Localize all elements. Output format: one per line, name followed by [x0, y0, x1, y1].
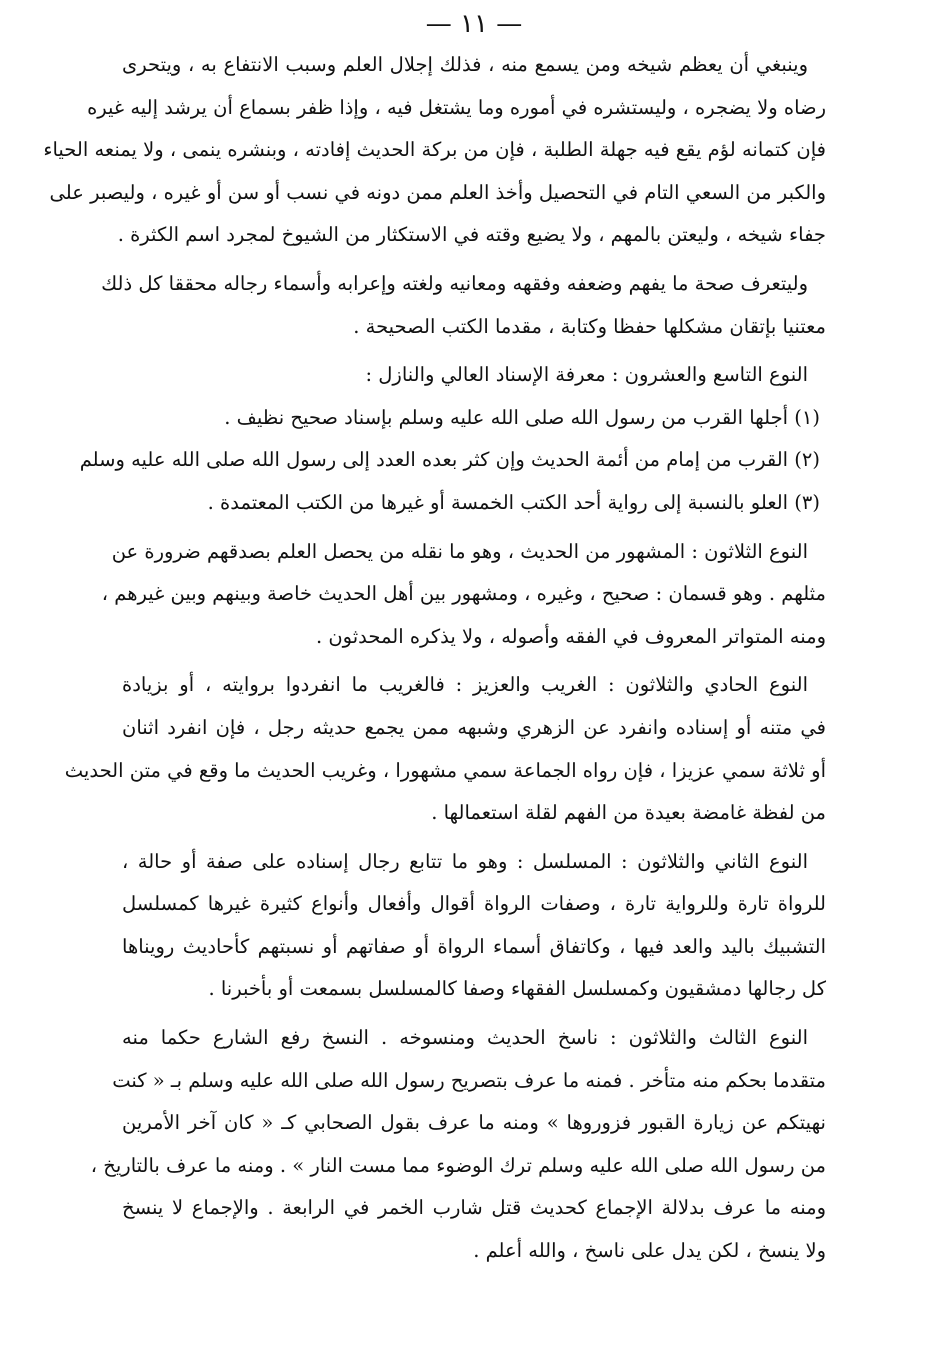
- section-type-32: [122, 841, 826, 1011]
- text-line: معتنيا بإتقان مشكلها حفظا وكتابة ، مقدما الكتب الصحيحة .: [353, 314, 826, 338]
- text-line: ومنه المتواتر المعروف في الفقه وأصوله ، ولا يذكره المحدثون .: [315, 624, 826, 648]
- text-line: التشبيك باليد والعد فيها ، وكاتفاق أسماء الرواة أو صفاتهم أو نسبتهم كأحاديث رويناها: [122, 934, 826, 958]
- section-type-29: [79, 354, 826, 524]
- page-body: [43, 44, 826, 1273]
- text-line: متقدما بحكم منه متأخر . فمنه ما عرف بتصريح رسول الله صلى الله عليه وسلم بـ « كنت: [112, 1068, 826, 1092]
- text-line: فإن كتمانه لؤم يقع فيه جهلة الطلبة ، فإن من بركة الحديث إفادته ، وبنشره ينمى ، ولا يمنعه الحياء: [43, 138, 826, 162]
- paragraph-teacher-respect: [43, 44, 826, 257]
- page-number: — ١١ —: [425, 9, 523, 39]
- text-line: في متنه أو إسناده وانفرد عن الزهري وشبهه ممن يجمع حديثه رجل ، فإن انفرد اثنان: [122, 715, 826, 739]
- text-line: كل رجالها دمشقيون وكمسلسل الفقهاء وصفا كالمسلسل بسمعت أو بأخبرنا .: [208, 977, 826, 1001]
- text-line: رضاه ولا يضجره ، وليستشره في أموره وما يشتغل فيه ، وإذا ظفر بسماع أن يرشد إليه غيره: [87, 95, 826, 119]
- text-line: والكبر من السعي التام في التحصيل وأخذ العلم ممن دونه في نسب أو سن أو غيره ، وليصبر على: [49, 180, 826, 204]
- list-item: (١) أجلها القرب من رسول الله صلى الله عليه وسلم بإسناد صحيح نظيف .: [224, 405, 820, 429]
- paragraph-knowledge: [101, 263, 826, 348]
- text-line: مثلهم . وهو قسمان : صحيح ، وغيره ، ومشهور بين أهل الحديث خاصة وبينهم وبين غيرهم ،: [101, 582, 826, 606]
- text-line: من لفظة غامضة بعيدة من الفهم لقلة استعمالها .: [431, 801, 826, 825]
- text-line: النوع الثالث والثلاثون : ناسخ الحديث ومنسوخه . النسخ رفع الشارع حكما منه: [122, 1026, 808, 1050]
- text-line: للرواة تارة وللرواية تارة ، وصفات الرواة أقوال وأفعال وأنواع كثيرة غيرها كمسلسل: [122, 892, 826, 916]
- text-line: نهيتكم عن زيارة القبور فزوروها » ومنه ما عرف بقول الصحابي كـ « كان آخر الأمرين: [122, 1111, 826, 1135]
- text-line: النوع الثاني والثلاثون : المسلسل : وهو ما تتابع رجال إسناده على صفة أو حالة ،: [122, 849, 808, 873]
- text-line: وليتعرف صحة ما يفهم وضعفه وفقهه ومعانيه ولغته وإعرابه وأسماء رجاله محققا كل ذلك: [101, 271, 808, 295]
- text-line: ومنه ما عرف بدلالة الإجماع كحديث قتل شارب الخمر في الرابعة . والإجماع لا ينسخ: [122, 1196, 826, 1220]
- section-type-33: [90, 1017, 826, 1273]
- list-item: (٣) العلو بالنسبة إلى رواية أحد الكتب الخمسة أو غيرها من الكتب المعتمدة .: [207, 490, 820, 514]
- list-item: (٢) القرب من إمام من أئمة الحديث وإن كثر بعده العدد إلى رسول الله صلى الله عليه وسلم: [79, 448, 820, 472]
- text-line: جفاء شيخه ، وليعتن بالمهم ، ولا يضيع وقته في الاستكثار من الشيوخ لمجرد اسم الكثرة .: [117, 223, 826, 247]
- text-line: أو ثلاثة سمي عزيزا ، فإن رواه الجماعة سمي مشهورا ، وغريب الحديث ما وقع في متن الحديث: [64, 758, 826, 782]
- section-type-31: [64, 664, 826, 834]
- text-line: النوع الثلاثون : المشهور من الحديث ، وهو ما نقله من يحصل العلم بصدقهم ضرورة عن: [111, 539, 808, 563]
- text-line: وينبغي أن يعظم شيخه ومن يسمع منه ، فذلك إجلال العلم وسبب الانتفاع به ، ويتحرى: [122, 53, 808, 76]
- section-type-30: [101, 531, 826, 659]
- section-heading: النوع التاسع والعشرون : معرفة الإسناد العالي والنازل :: [365, 363, 808, 387]
- text-line: من رسول الله صلى الله عليه وسلم ترك الوضوء مما مست النار » . ومنه ما عرف بالتاريخ ،: [90, 1153, 826, 1177]
- text-line: ولا ينسخ ، لكن يدل على ناسخ ، والله أعلم .: [473, 1239, 826, 1263]
- text-line: النوع الحادي والثلاثون : الغريب والعزيز : فالغريب ما انفردوا بروايته ، أو بزيادة: [122, 673, 808, 697]
